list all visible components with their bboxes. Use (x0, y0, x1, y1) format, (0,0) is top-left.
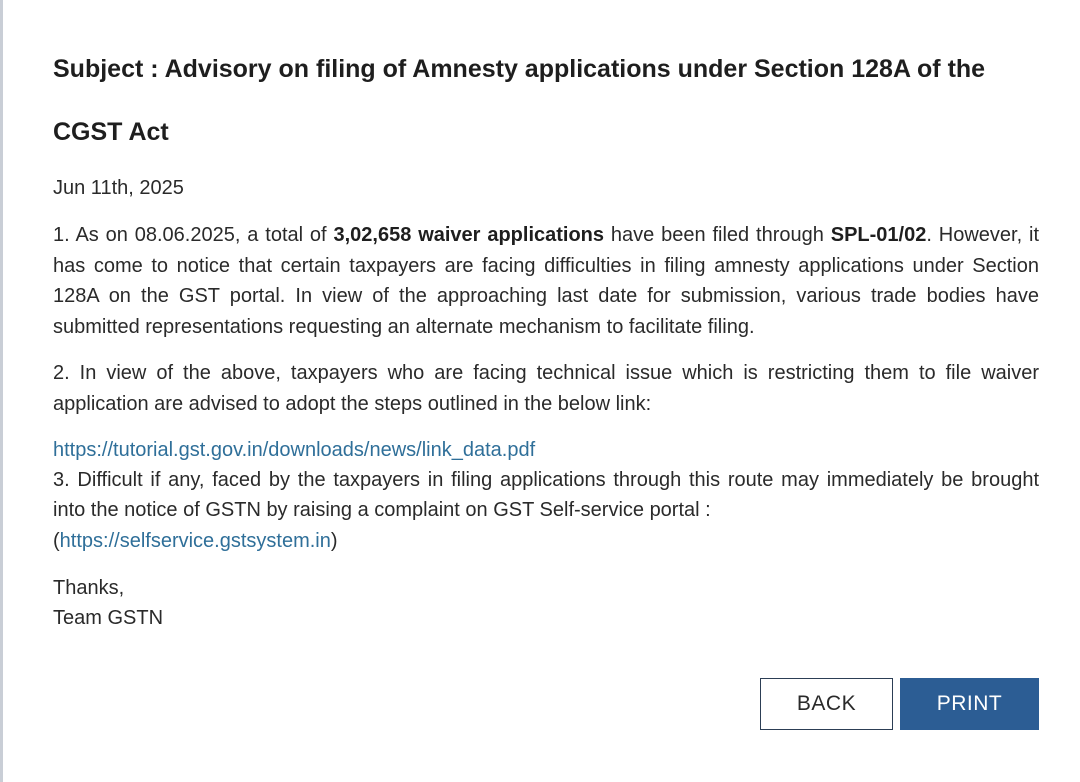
selfservice-portal-link[interactable]: https://selfservice.gstsystem.in (59, 529, 331, 552)
advisory-content (53, 38, 1039, 633)
para3-text: 3. Difficult if any, faced by the taxpayers in filing applications through this route may immediately be brought into the notice of GSTN by raising a complaint on GST Self-service portal : (53, 468, 1039, 522)
print-button[interactable]: PRINT (900, 678, 1039, 730)
para1-bold-form: SPL-01/02 (830, 224, 927, 246)
back-button[interactable]: BACK (760, 678, 893, 730)
para1-text-3: . However, it has come to notice that certain taxpayers are facing difficulties in filing amnesty applications under Section 128A on the GST portal. In view of the approaching last date for submission, various trade bodies have submitted representations requesting an alternate mechanism to facilitate filing. (53, 224, 1040, 338)
tutorial-link-line (53, 435, 1039, 465)
paragraph-2: 2. In view of the above, taxpayers who are facing technical issue which is restricting them to file waiver application are advised to adopt the steps outlined in the below link: (53, 362, 1039, 415)
para1-text-1: 1. As on 08.06.2025, a total of (53, 224, 334, 246)
para3-open-paren: ( (53, 529, 60, 552)
subject-heading: Subject : Advisory on filing of Amnesty applications under Section 128A of the CGST Act (53, 55, 986, 146)
paragraph-3 (53, 465, 1039, 557)
para1-text-2: have been filed through (604, 224, 831, 246)
para1-bold-count: 3,02,658 waiver applications (333, 224, 605, 246)
team-signature: Team GSTN (53, 607, 164, 630)
advisory-date: Jun 11th, 2025 (53, 177, 184, 199)
paragraph-1 (53, 220, 1039, 342)
para3-close-paren: ) (330, 529, 338, 552)
tutorial-pdf-link[interactable]: https://tutorial.gst.gov.in/downloads/news/link_data.pdf (53, 438, 536, 461)
signoff (53, 573, 1039, 633)
thanks-text: Thanks, (53, 577, 125, 600)
